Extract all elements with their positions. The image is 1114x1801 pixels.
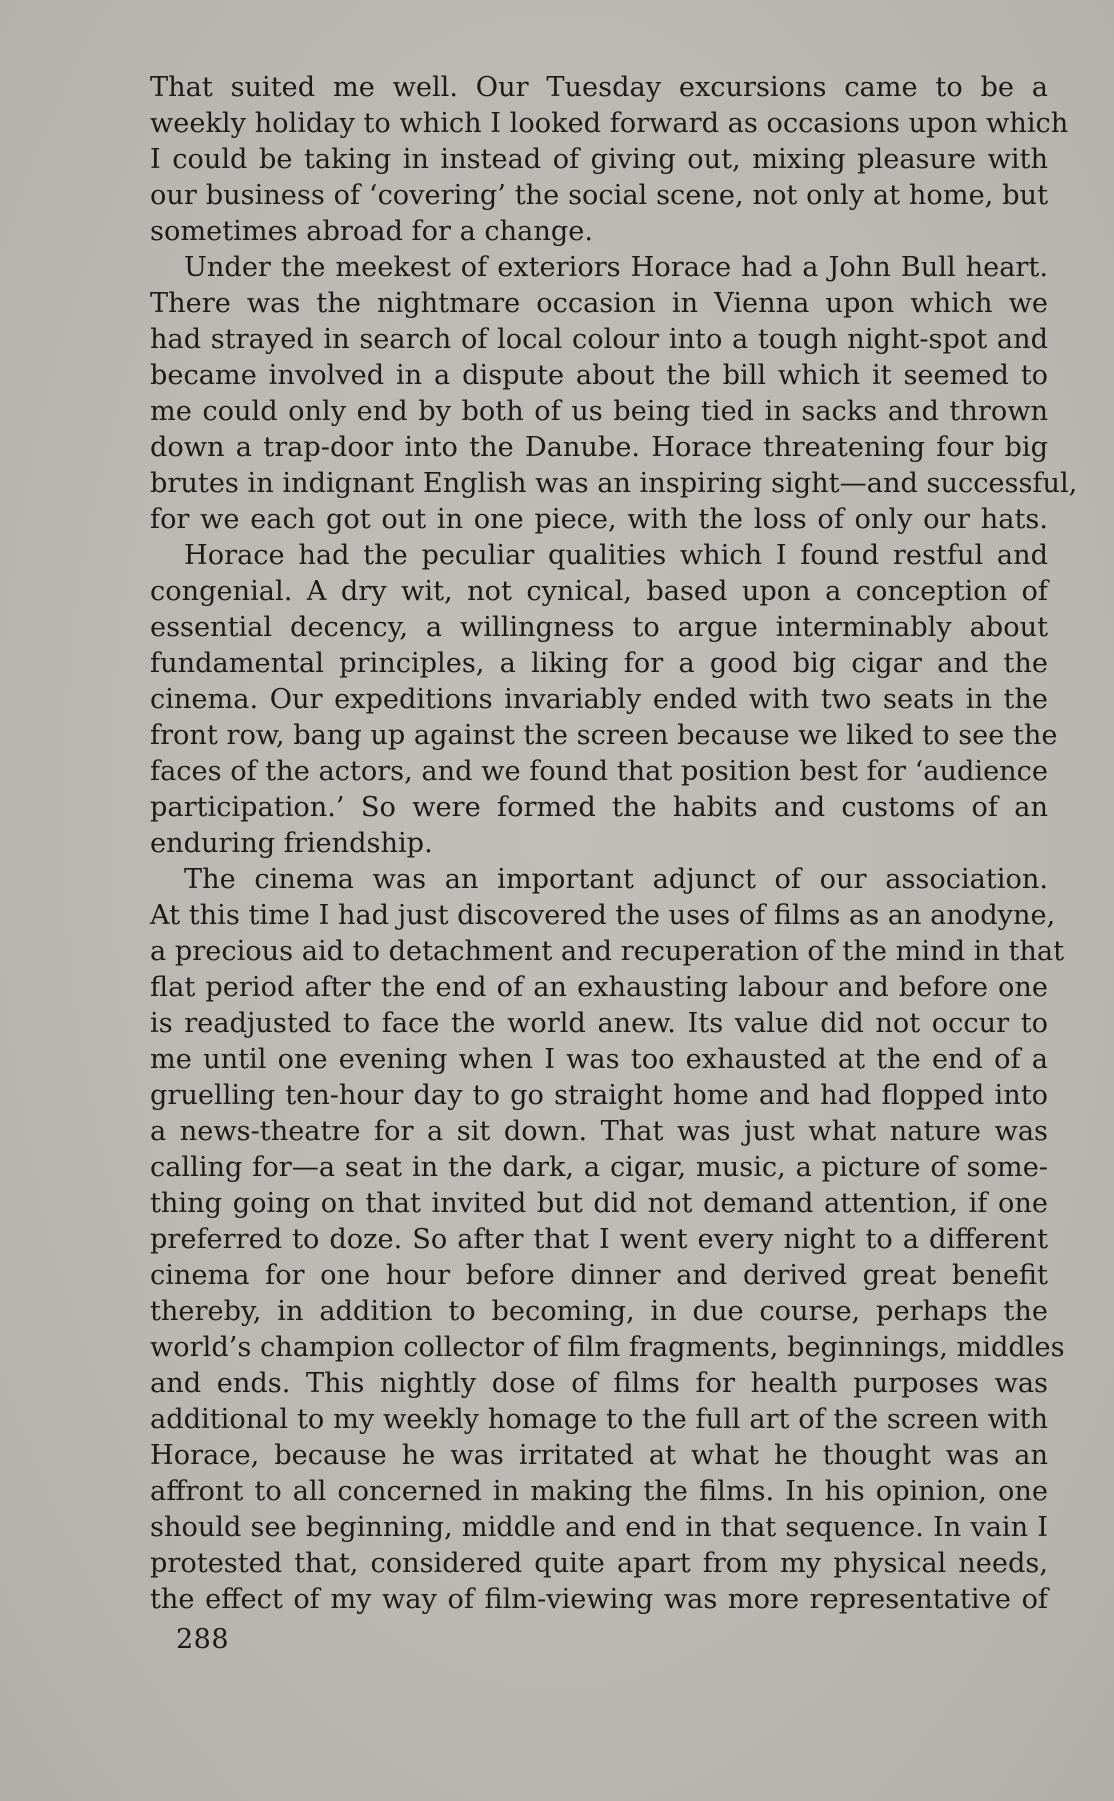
text-line: congenial. A dry wit, not cynical, based upon a conception of (150, 576, 1048, 607)
text-line: preferred to doze. So after that I went every night to a different (150, 1224, 1048, 1255)
text-line: world’s champion collector of film fragments, beginnings, middles (150, 1332, 1065, 1363)
text-line: The cinema was an important adjunct of our association. (184, 864, 1048, 895)
text-line: cinema for one hour before dinner and derived great benefit (150, 1260, 1048, 1291)
text-line: down a trap-door into the Danube. Horace threatening four big (150, 432, 1048, 463)
text-line: a precious aid to detachment and recuperation of the mind in that (150, 936, 1065, 967)
text-line: Horace had the peculiar qualities which I found restful and (184, 540, 1048, 571)
text-line: the effect of my way of film-viewing was more representative of (150, 1584, 1048, 1615)
text-line: brutes in indignant English was an inspiring sight—and successful, (150, 468, 1078, 499)
text-line: There was the nightmare occasion in Vienna upon which we (150, 288, 1048, 319)
paragraph-3 (150, 538, 1058, 862)
text-line: and ends. This nightly dose of films for health purposes was (150, 1368, 1048, 1399)
text-line: sometimes abroad for a change. (150, 216, 594, 247)
text-line: additional to my weekly homage to the full art of the screen with (150, 1404, 1048, 1435)
text-line: weekly holiday to which I looked forward as occasions upon which (150, 108, 1069, 139)
text-line: our business of ‘covering’ the social scene, not only at home, but (150, 180, 1048, 211)
text-line: is readjusted to face the world anew. Its value did not occur to (150, 1008, 1048, 1039)
text-line: I could be taking in instead of giving out, mixing pleasure with (150, 144, 1048, 175)
text-line: That suited me well. Our Tuesday excursions came to be a (150, 72, 1048, 103)
text-line: me could only end by both of us being tied in sacks and thrown (150, 396, 1048, 427)
paragraph-1 (150, 70, 1069, 250)
text-line: At this time I had just discovered the uses of films as an anodyne, (150, 900, 1056, 931)
page-number: 288 (176, 1624, 230, 1655)
text-line: protested that, considered quite apart from my physical needs, (150, 1548, 1048, 1579)
text-line: gruelling ten-hour day to go straight home and had flopped into (150, 1080, 1048, 1111)
text-line: me until one evening when I was too exhausted at the end of a (150, 1044, 1048, 1075)
text-line: a news-theatre for a sit down. That was just what nature was (150, 1116, 1048, 1147)
text-line: Horace, because he was irritated at what he thought was an (150, 1440, 1048, 1471)
text-line: cinema. Our expeditions invariably ended with two seats in the (150, 684, 1048, 715)
text-line: affront to all concerned in making the films. In his opinion, one (150, 1476, 1048, 1507)
text-line: fundamental principles, a liking for a good big cigar and the (150, 648, 1048, 679)
paragraph-2 (150, 250, 1078, 538)
paragraph-4 (150, 862, 1065, 1618)
text-line: should see beginning, middle and end in that sequence. In vain I (150, 1512, 1048, 1543)
text-line: participation.’ So were formed the habits and customs of an (150, 792, 1048, 823)
text-line: calling for—a seat in the dark, a cigar, music, a picture of some- (150, 1152, 1048, 1183)
text-line: essential decency, a willingness to argue interminably about (150, 612, 1048, 643)
text-line: front row, bang up against the screen because we liked to see the (150, 720, 1058, 751)
text-line: enduring friendship. (150, 828, 433, 859)
text-line: had strayed in search of local colour into a tough night-spot and (150, 324, 1048, 355)
text-line: faces of the actors, and we found that position best for ‘audience (150, 756, 1048, 787)
text-line: became involved in a dispute about the bill which it seemed to (150, 360, 1048, 391)
text-line: thing going on that invited but did not demand attention, if one (150, 1188, 1048, 1219)
text-line: for we each got out in one piece, with the loss of only our hats. (150, 504, 1048, 535)
text-line: thereby, in addition to becoming, in due course, perhaps the (150, 1296, 1048, 1327)
text-line: flat period after the end of an exhausting labour and before one (150, 972, 1048, 1003)
text-line: Under the meekest of exteriors Horace had a John Bull heart. (184, 252, 1048, 283)
body-text (150, 70, 1078, 1618)
